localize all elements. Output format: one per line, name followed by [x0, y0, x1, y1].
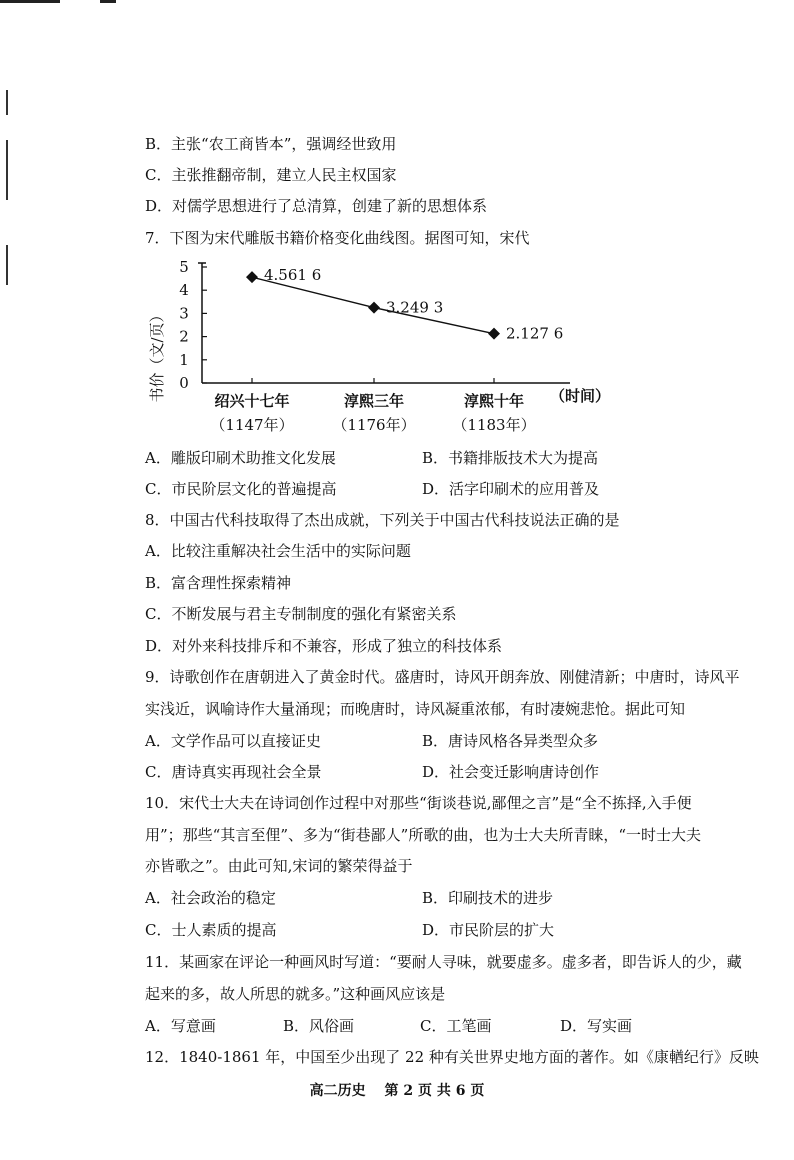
q12-stem-line1: 12．1840-1861 年，中国至少出现了 22 种有关世界史地方面的著作。如《康輶纪行》反映 — [145, 1048, 759, 1066]
margin-mark — [6, 245, 8, 285]
data-label: 4.561 6 — [264, 266, 322, 285]
x-tick-label: 绍兴十七年 — [214, 392, 290, 410]
q8-option-d: D．对外来科技排斥和不兼容，形成了独立的科技体系 — [145, 637, 503, 655]
q6-option-d: D．对儒学思想进行了总清算，创建了新的思想体系 — [145, 197, 488, 215]
q7-option-c: C．市民阶层文化的普遍提高 — [145, 480, 337, 498]
q8-option-b: B．富含理性探索精神 — [145, 574, 292, 592]
y-axis-label: 书价（文/页） — [148, 307, 166, 403]
y-tick-label: 1 — [179, 350, 189, 369]
x-tick-year-label: （1183年） — [452, 416, 536, 434]
q10-option-a: A．社会政治的稳定 — [145, 889, 276, 907]
q10-option-b: B．印刷技术的进步 — [422, 889, 554, 907]
q10-option-c: C．士人素质的提高 — [145, 921, 277, 939]
q9-stem-line2: 实浅近，讽喻诗作大量涌现；而晚唐时，诗风凝重浓郁，有时凄婉悲怆。据此可知 — [145, 700, 686, 718]
x-tick-label: 淳熙十年 — [463, 392, 525, 410]
scan-artifact — [0, 0, 60, 3]
q10-stem-line1: 10．宋代士大夫在诗词创作过程中对那些“街谈巷说,鄙俚之言”是“全不拣择,入手便 — [145, 794, 692, 812]
margin-mark — [6, 140, 8, 200]
q10-option-d: D．市民阶层的扩大 — [422, 921, 555, 939]
q6-option-b: B．主张“农工商皆本”，强调经世致用 — [145, 135, 397, 153]
q11-option-b: B．风俗画 — [283, 1017, 355, 1035]
page-footer: 高二历史 第 2 页 共 6 页 — [309, 1083, 485, 1099]
q7-option-a: A．雕版印刷术助推文化发展 — [145, 449, 336, 467]
q11-stem-line2: 起来的多，故人所思的就多。”这种画风应该是 — [145, 985, 446, 1003]
x-tick-label: 淳熙三年 — [343, 392, 405, 410]
data-label: 2.127 6 — [506, 324, 564, 343]
q7-option-d: D．活字印刷术的应用普及 — [422, 480, 600, 498]
q9-option-d: D．社会变迁影响唐诗创作 — [422, 763, 600, 781]
data-point — [488, 328, 500, 340]
q11-option-d: D．写实画 — [560, 1017, 633, 1035]
x-tick-year-label: （1176年） — [332, 416, 416, 434]
scan-artifact — [100, 0, 116, 3]
q8-option-a: A．比较注重解决社会生活中的实际问题 — [145, 542, 411, 560]
q11-option-c: C．工笔画 — [420, 1017, 492, 1035]
data-label: 3.249 3 — [386, 298, 444, 317]
q6-option-c: C．主张推翻帝制，建立人民主权国家 — [145, 166, 397, 184]
y-tick-label: 0 — [179, 374, 189, 392]
y-tick-label: 3 — [179, 304, 189, 323]
y-tick-label: 4 — [179, 281, 189, 300]
q9-option-a: A．文学作品可以直接证史 — [145, 732, 321, 750]
data-point — [368, 302, 380, 314]
y-tick-label: 2 — [179, 327, 189, 346]
price-line-chart — [140, 255, 610, 440]
q9-option-c: C．唐诗真实再现社会全景 — [145, 763, 322, 781]
q10-stem-line2: 用”；那些“其言至俚”、多为“街巷鄙人”所歌的曲，也为士大夫所青睐，“一时士大夫 — [145, 826, 702, 844]
q11-stem-line1: 11．某画家在评论一种画风时写道：“要耐人寻味，就要虚多。虚多者，即告诉人的少，藏 — [145, 953, 742, 971]
q11-option-a: A．写意画 — [145, 1017, 216, 1035]
x-axis-label: （时间） — [549, 387, 610, 405]
data-point — [246, 271, 258, 283]
x-tick-year-label: （1147年） — [210, 416, 294, 434]
q8-option-c: C．不断发展与君主专制制度的强化有紧密关系 — [145, 605, 457, 623]
q7-option-b: B．书籍排版技术大为提高 — [422, 449, 599, 467]
q7-stem: 7．下图为宋代雕版书籍价格变化曲线图。据图可知，宋代 — [145, 229, 530, 247]
q9-option-b: B．唐诗风格各异类型众多 — [422, 732, 599, 750]
margin-mark — [6, 90, 8, 115]
q8-stem: 8．中国古代科技取得了杰出成就，下列关于中国古代科技说法正确的是 — [145, 511, 620, 529]
q10-stem-line3: 亦皆歌之”。由此可知,宋词的繁荣得益于 — [145, 857, 413, 875]
y-tick-label: 5 — [179, 258, 189, 276]
q9-stem-line1: 9．诗歌创作在唐朝进入了黄金时代。盛唐时，诗风开朗奔放、刚健清新；中唐时，诗风平 — [145, 668, 740, 686]
